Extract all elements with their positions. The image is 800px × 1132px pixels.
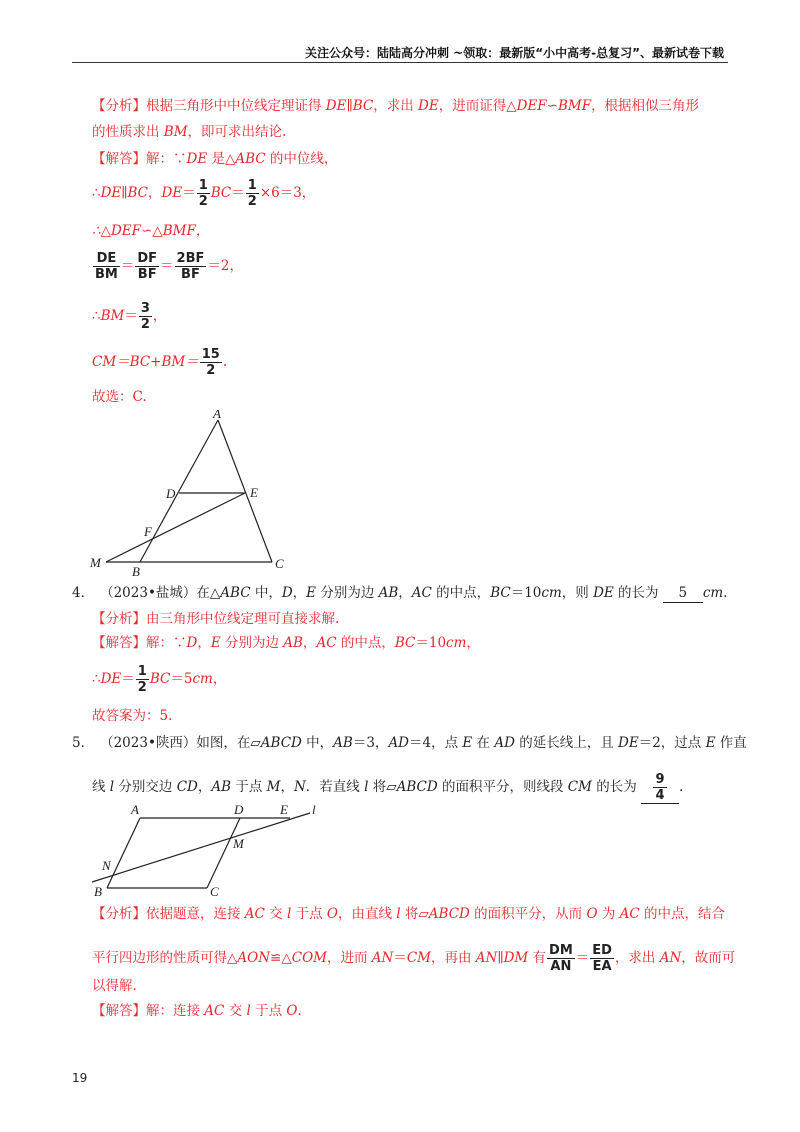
label-c: C — [210, 884, 219, 899]
page-header: 关注公众号：陆陆高分冲刺 ~领取：最新版“小中高考-总复习”、最新试卷下载 — [305, 46, 724, 60]
label-b: B — [132, 564, 140, 579]
label-a: A — [213, 410, 221, 421]
segment-ac — [218, 420, 272, 562]
label-m: M — [233, 836, 244, 851]
solution-tag: 【解答】 — [92, 1003, 146, 1019]
answer-blank — [641, 772, 679, 804]
p4-question: 4． （2023•盐城）在△ABC 中，D，E 分别为边 AB，AC 的中点，BC＝10cm，则 DE 的长为 5 cm. — [72, 585, 728, 601]
fraction-three-halves: $\frac{3}{2}$ — [140, 301, 150, 332]
label-d: D — [166, 486, 176, 501]
fraction-de-bm: $\frac{DE}{BM}$ — [95, 251, 118, 282]
p4-solution: 【解答】解：∵D，E 分别为边 AB，AC 的中点，BC＝10cm， — [92, 635, 480, 651]
p3-step-de-half-bc: ∴DE∥BC，DE＝ $\frac{1}{2}$ BC＝ $\frac{1}{2}$ ×6＝3， — [92, 178, 316, 209]
p5-solution: 【解答】解：连接 AC 交 l 于点 O. — [92, 1003, 302, 1019]
fraction-nine-quarters: $\frac{9}{4}$ — [655, 772, 665, 803]
analysis-tag: 【分析】 — [92, 611, 146, 627]
fraction-dm-an: $\frac{DM}{AN}$ — [549, 943, 573, 974]
fraction-df-bf: $\frac{DF}{BF}$ — [137, 251, 158, 282]
segment-em — [106, 493, 245, 562]
p5-analysis-line2: 平行四边形的性质可得△AON≌△COM，进而 AN＝CM，再由 AN∥DM 有 $\frac{DM}{AN}$ ＝ $\frac{ED}{EA}$ ，求出 AN，故而可 — [92, 943, 736, 974]
label-d: D — [234, 802, 244, 817]
segment-ab — [107, 818, 140, 888]
p5-analysis-line1: 【分析】依据题意，连接 AC 交 l 于点 O，由直线 l 将▱ABCD 的面积平分，从而 O 为 AC 的中点，结合 — [92, 906, 726, 922]
label-e: E — [280, 802, 288, 817]
p4-analysis: 【分析】由三角形中位线定理可直接求解. — [92, 611, 340, 627]
p4-answer: 故答案为：5. — [92, 708, 173, 724]
line-l — [92, 813, 310, 882]
p5-question-line2: 线 l 分别交边 CD，AB 于点 M，N．若直线 l 将▱ABCD 的面积平分，则线段 CM 的长为 $\frac{9}{4}$ . — [92, 772, 684, 803]
label-m: M — [90, 555, 101, 570]
problem-number: 5． — [72, 735, 95, 751]
p3-step-ratio: $\frac{DE}{BM}$ ＝ $\frac{DF}{BF}$ ＝ $\frac{2BF}{BF}$ ＝2， — [95, 251, 243, 282]
label-a: A — [131, 802, 139, 817]
p3-analysis-line2: 的性质求出 BM，即可求出结论. — [92, 124, 287, 140]
analysis-tag: 【分析】 — [92, 98, 146, 114]
p5-question-line1: 5． （2023•陕西）如图，在▱ABCD 中，AB＝3，AD＝4，点 E 在 AD 的延长线上，且 DE＝2，过点 E 作直 — [72, 735, 747, 751]
solution-tag: 【解答】 — [92, 635, 146, 651]
fraction-one-half: $\frac{1}{2}$ — [137, 664, 147, 695]
label-l: l — [312, 802, 316, 817]
segment-ab — [140, 420, 218, 562]
triangle-figure — [80, 410, 300, 580]
label-f: F — [144, 524, 152, 539]
fraction-2bf-bf: $\frac{2BF}{BF}$ — [176, 251, 205, 282]
fraction-one-half: $\frac{1}{2}$ — [198, 178, 208, 209]
p5-analysis-line3: 以得解. — [92, 978, 137, 994]
label-e: E — [250, 485, 258, 500]
fraction-one-half: $\frac{1}{2}$ — [247, 178, 257, 209]
solution-tag: 【解答】 — [92, 151, 146, 167]
p3-choice: 故选：C. — [92, 389, 147, 405]
header-rule — [72, 62, 728, 63]
label-n: N — [102, 858, 111, 873]
p3-step-cm: CM＝BC+BM＝ $\frac{15}{2}$ . — [92, 347, 228, 378]
label-b: B — [94, 884, 102, 899]
fraction-fifteen-halves: $\frac{15}{2}$ — [201, 347, 220, 378]
p3-solution-line: 【解答】解：∵DE 是△ABC 的中位线， — [92, 151, 338, 167]
p3-analysis-line1: 【分析】根据三角形中中位线定理证得 DE∥BC，求出 DE，进而证得△DEF∽BMF，根据相似三角形 — [92, 98, 700, 114]
answer-blank: 5 — [663, 584, 703, 603]
analysis-tag: 【分析】 — [92, 906, 146, 922]
fraction-ed-ea: $\frac{ED}{EA}$ — [592, 943, 612, 974]
parallelogram-figure — [84, 800, 334, 900]
problem-number: 4． — [72, 585, 95, 601]
p3-step-bm: ∴BM＝ $\frac{3}{2}$ ， — [92, 301, 167, 332]
segment-cd — [207, 818, 240, 888]
p3-step-similar: ∴△DEF∽△BMF， — [92, 223, 210, 239]
label-c: C — [275, 556, 284, 571]
page-number: 19 — [72, 1071, 88, 1085]
p4-step-de: ∴DE＝ $\frac{1}{2}$ BC＝5cm， — [92, 664, 227, 695]
